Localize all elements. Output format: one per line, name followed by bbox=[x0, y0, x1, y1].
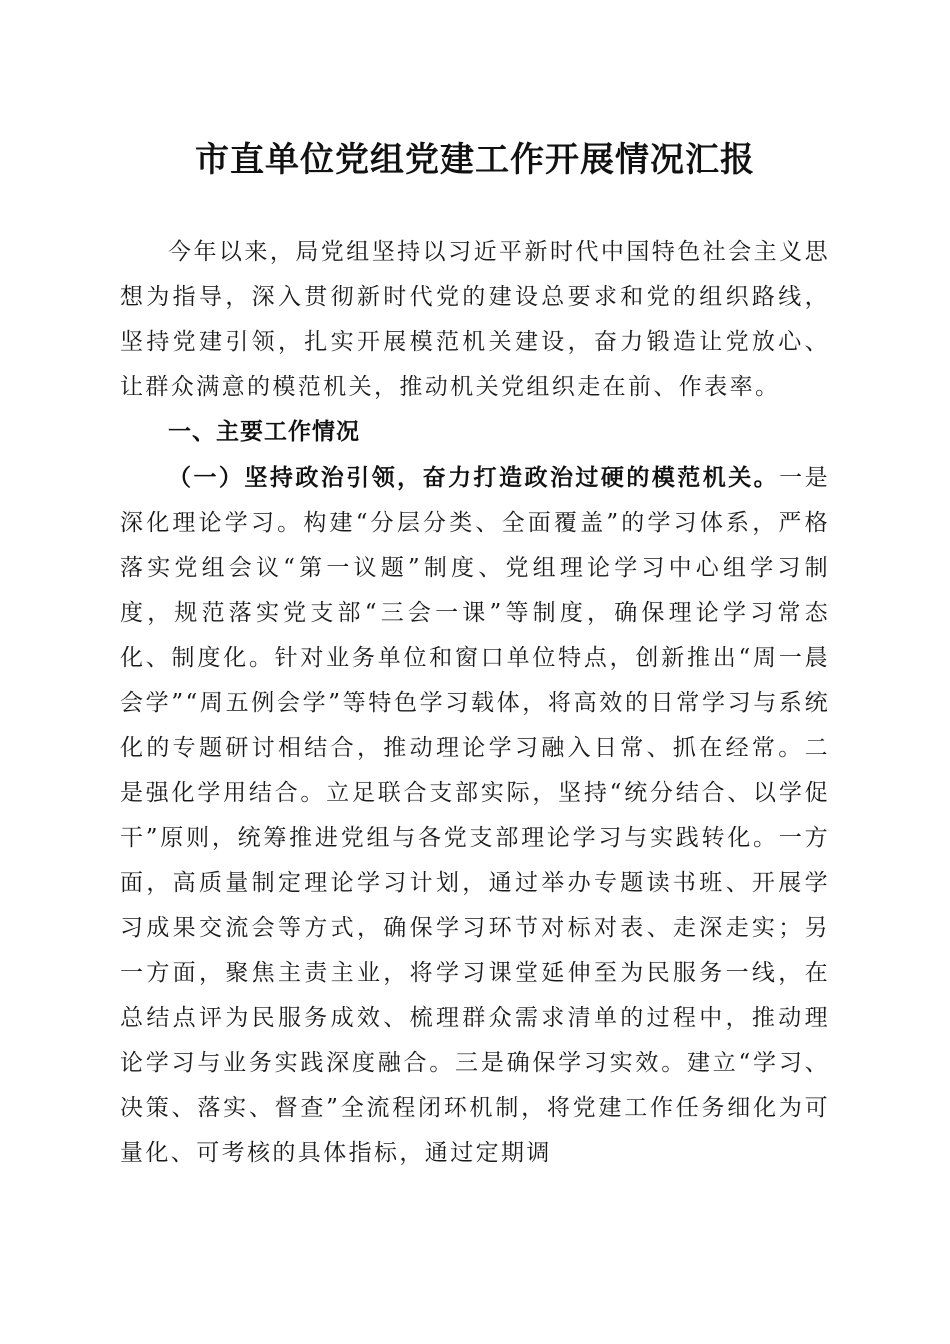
section-heading: 一、主要工作情况 bbox=[168, 419, 360, 445]
document-title: 市直单位党组党建工作开展情况汇报 bbox=[195, 140, 755, 180]
subsection-paragraph bbox=[120, 455, 830, 1176]
subsection-body: 一是深化理论学习。构建“分层分类、全面覆盖”的学习体系，严格落实党组会议“第一议题”制度、党组理论学习中心组学习制度，规范落实党支部“三会一课”等制度，确保理论学习常态化、制度化。针对业务单位和窗口单位特点，创新推出“周一晨会学”“周五例会学”等特色学习载体，将高效的日常学习与系统化的专题研讨相结合，推动理论学习融入日常、抓在经常。二是强化学用结合。立足联合支部实际，坚持“统分结合、以学促干”原则，统筹推进党组与各党支部理论学习与实践转化。一方面，高质量制定理论学习计划，通过举办专题读书班、开展学习成果交流会等方式，确保学习环节对标对表、走深走实；另一方面，聚焦主责主业，将学习课堂延伸至为民服务一线，在总结点评为民服务成效、梳理群众需求清单的过程中，推动理论学习与业务实践深度融合。三是确保学习实效。建立“学习、决策、落实、督查”全流程闭环机制，将党建工作任务细化为可量化、可考核的具体指标，通过定期调 bbox=[120, 465, 830, 1166]
intro-paragraph: 今年以来，局党组坚持以习近平新时代中国特色社会主义思想为指导，深入贯彻新时代党的建设总要求和党的组织路线，坚持党建引领，扎实开展模范机关建设，奋力锻造让党放心、让群众满意的模范机关，推动机关党组织走在前、作表率。 bbox=[120, 239, 830, 400]
subsection-lead: （一）坚持政治引领，奋力打造政治过硬的模范机关。 bbox=[168, 464, 780, 491]
